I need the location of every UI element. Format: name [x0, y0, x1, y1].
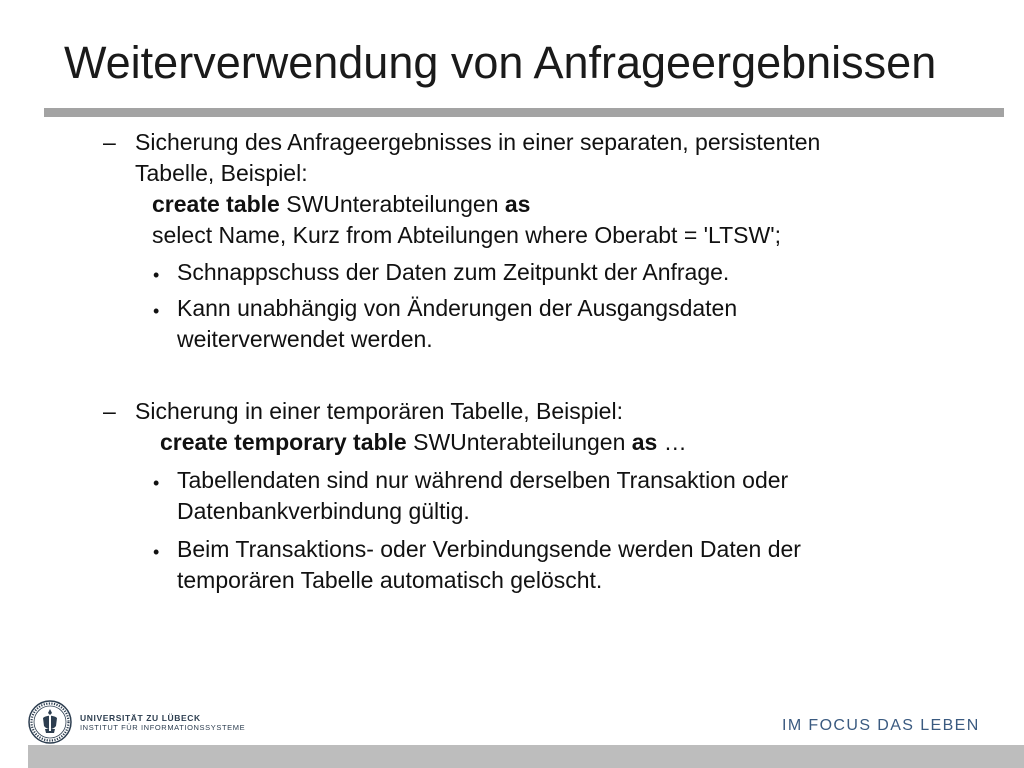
bullet-text: Schnappschuss der Daten zum Zeitpunkt der Anfrage.: [177, 259, 730, 285]
section1-dash: –: [103, 129, 116, 155]
bullet-text-cont: Datenbankverbindung gültig.: [177, 498, 470, 524]
institute-name: INSTITUT FÜR INFORMATIONSSYSTEME: [80, 723, 246, 732]
section2-dash: –: [103, 398, 116, 424]
bullet-text-cont: temporären Tabelle automatisch gelöscht.: [177, 567, 603, 593]
bullet-marker: •: [153, 301, 160, 321]
sql-keyword: as: [504, 191, 531, 217]
sql-keyword: as: [631, 429, 658, 455]
sql-table-name: SWUnterabteilungen: [279, 191, 505, 217]
section1-code-line2: select Name, Kurz from Abteilungen where Oberabt = 'LTSW';: [152, 222, 781, 248]
sql-keyword: create temporary table: [160, 429, 407, 455]
bullet-text: Kann unabhängig von Änderungen der Ausgangsdaten: [177, 295, 738, 321]
bullet-marker: •: [153, 542, 160, 562]
section1-text-line1: Sicherung des Anfrageergebnisses in einer separaten, persistenten: [135, 129, 821, 155]
university-name: UNIVERSITÄT ZU LÜBECK: [80, 713, 201, 723]
bullet-text-cont: weiterverwendet werden.: [177, 326, 433, 352]
footer-bar: [28, 745, 1024, 768]
section1-code-line1: [152, 189, 530, 220]
section2-text-line1: Sicherung in einer temporären Tabelle, Beispiel:: [135, 398, 623, 424]
sql-table-name: SWUnterabteilungen: [406, 429, 632, 455]
section2-code-line: [160, 427, 687, 458]
bullet-text: Tabellendaten sind nur während derselben Transaktion oder: [177, 467, 789, 493]
bullet-marker: •: [153, 473, 160, 493]
bullet-text: Beim Transaktions- oder Verbindungsende werden Daten der: [177, 536, 801, 562]
sql-keyword: create table: [152, 191, 280, 217]
section1-text-line2: Tabelle, Beispiel:: [135, 160, 308, 186]
slide-title: Weiterverwendung von Anfrageergebnissen: [64, 37, 937, 88]
university-seal-icon: [28, 700, 72, 744]
ellipsis: …: [657, 429, 687, 455]
bullet-marker: •: [153, 265, 160, 285]
slogan: IM FOCUS DAS LEBEN: [782, 717, 980, 734]
